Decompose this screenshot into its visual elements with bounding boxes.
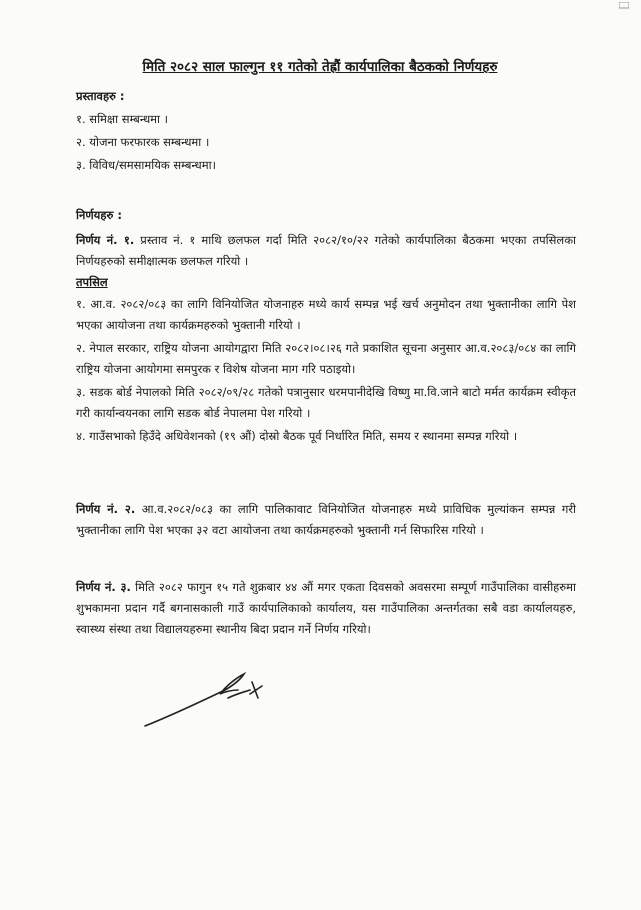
decision-2-label: निर्णय नं. २. — [76, 502, 136, 516]
list-item: ४. गाउँसभाको हिउँदे अधिवेशनको (१९ औं) दोस्रो बैठक पूर्व निर्धारित मिति, समय र स्थानमा सम्पन्न गरियो । — [76, 429, 518, 443]
list-item: २. योजना फरफारक सम्बन्धमा । — [76, 135, 210, 149]
decision-1-label: निर्णय नं. १. — [76, 233, 135, 247]
proposal-list — [76, 112, 576, 181]
list-item: १. समिक्षा सम्बन्धमा । — [76, 112, 169, 126]
decision-1 — [76, 230, 576, 272]
decision-3 — [76, 577, 576, 640]
tapsil-heading: तपसिल — [76, 275, 108, 289]
page-title: मिति २०८२ साल फाल्गुन ११ गतेको तेह्रौं कार्यपालिका बैठकको निर्णयहरु — [142, 59, 498, 75]
decision-3-text: मिति २०८२ फागुन १५ गते शुक्रबार ४४ औं मगर एकता दिवसको अवसरमा सम्पूर्ण गाउँपालिका वासीहरुमा शुभकामना प्रदान गर्दै बगनासकाली गाउँ कार्यपालिकाको कार्यालय, यस गाउँपालिका अन्तर्गतका सबै वडा कार्यालयहरु, स्वास्थ्य संस्था तथा विद्यालयहरुमा स्थानीय बिदा प्रदान गर्ने निर्णय गरियो। — [76, 580, 577, 636]
decisions-heading: निर्णयहरु : — [76, 208, 122, 222]
tapsil-list — [76, 294, 576, 447]
decision-3-label: निर्णय नं. ३. — [76, 580, 131, 594]
corner-mark — [619, 2, 629, 10]
list-item: ३. सडक बोर्ड नेपालको मिति २०८२/०९/२८ गतेको पत्रानुसार धरमपानीदेखि विष्णु मा.वि.जाने बाटो मर्मत कार्यक्रम स्वीकृत गरी कार्यान्वयनका लागि सडक बोर्ड नेपालमा पेश गरियो । — [76, 385, 576, 420]
decision-1-text: प्रस्ताव नं. १ माथि छलफल गर्दा मिति २०८२/१०/२२ गतेको कार्यपालिका बैठकमा भएका तपसिलका निर्णयहरुको समीक्षात्मक छलफल गरियो । — [76, 233, 577, 268]
decision-2 — [76, 499, 576, 541]
list-item: ३. विविध/समसामयिक सम्बन्धमा। — [76, 158, 216, 172]
list-item: २. नेपाल सरकार, राष्ट्रिय योजना आयोगद्वारा मिति २०८२।०८।२६ गते प्रकाशित सूचना अनुसार आ.व.२०८३/०८४ का लागि राष्ट्रिय योजना आयोगमा समपुरक र विशेष योजना माग गरि पठाइयो। — [76, 341, 576, 376]
decision-2-text: आ.व.२०८२/०८३ का लागि पालिकावाट विनियोजित योजनाहरु मध्ये प्राविधिक मुल्यांकन सम्पन्न गरी भुक्तानीका लागि पेश भएका ३२ वटा आयोजना तथा कार्यक्रमहरुको भुक्तानी गर्न सिफारिस गरियो । — [76, 502, 577, 537]
list-item: १. आ.व. २०८२/०८३ का लागि विनियोजित योजनाहरु मध्ये कार्य सम्पन्न भई खर्च अनुमोदन तथा भुक्तानीका लागि पेश भएका आयोजना तथा कार्यक्रमहरुको भुक्तानी गरियो । — [76, 297, 576, 332]
signature — [140, 668, 270, 733]
proposals-heading: प्रस्तावहरु : — [76, 89, 125, 103]
